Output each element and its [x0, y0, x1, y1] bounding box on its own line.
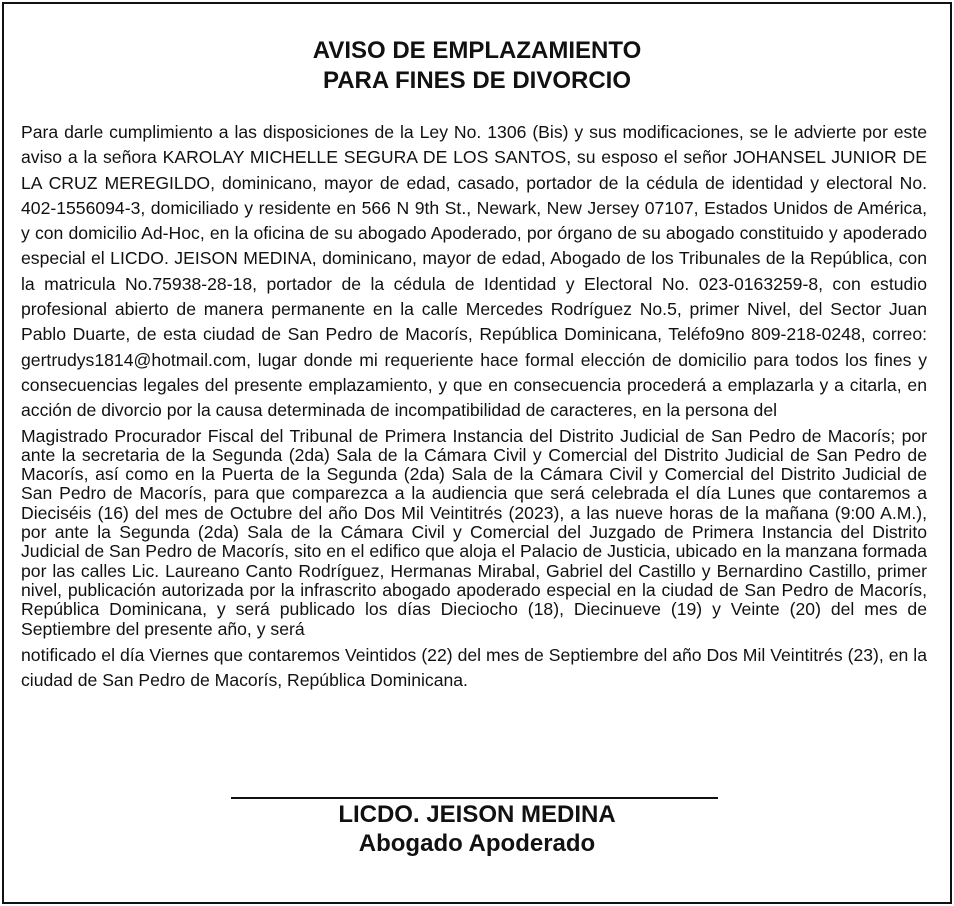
notice-body [21, 120, 927, 693]
notice-title-line-1: AVISO DE EMPLAZAMIENTO [312, 37, 642, 64]
notice-title-line-2: PARA FINES DE DIVORCIO [322, 67, 632, 94]
notice-paragraph-2: Magistrado Procurador Fiscal del Tribunal de Primera Instancia del Distrito Judicial de San Pedro de Macorís; por ante la secretaria de la Segunda (2da) Sala de la Cámara Civil y Comercial del Distrito Judicial de San Pedro de Macorís, así como en la Puerta de la Segunda (2da) Sala de la Cámara Civil y Comercial del Distrito Judicial de San Pedro de Macorís, para que comparezca a la audiencia que será celebrada el día Lunes que contaremos a Dieciséis (16) del mes de Octubre del año Dos Mil Veintitrés (2023), a las nueve horas de la mañana (9:00 A.M.), por ante la Segunda (2da) Sala de la Cámara Civil y Comercial del Juzgado de Primera Instancia del Distrito Judicial de San Pedro de Macorís, sito en el edifico que aloja el Palacio de Justicia, ubicado en la manzana formada por las calles Lic. Laureano Canto Rodríguez, Hermanas Mirabal, Gabriel del Castillo y Bernardino Castillo, primer nivel, publicación autorizada por la infrascrito abogado apoderado especial en la ciudad de San Pedro de Macorís, República Dominicana, y será publicado los días Dieciocho (18), Diecinueve (19) y Veinte (20) del mes de Septiembre del presente año, y será [21, 425, 927, 639]
notice-title [0, 36, 954, 96]
notice-paragraph-1: Para darle cumplimiento a las disposiciones de la Ley No. 1306 (Bis) y sus modificaciones, se le advierte por este aviso a la señora KAROLAY MICHELLE SEGURA DE LOS SANTOS, su esposo el señor JOHANSEL JUNIOR DE LA CRUZ MEREGILDO, dominicano, mayor de edad, casado, portador de la cédula de identidad y electoral No. 402-1556094-3, domiciliado y residente en 566 N 9th St., Newark, New Jersey 07107, Estados Unidos de América, y con domicilio Ad-Hoc, en la oficina de su abogado Apoderado, por órgano de su abogado constituido y apoderado especial el LICDO. JEISON MEDINA, dominicano, mayor de edad, Abogado de los Tribunales de la República, con la matricula No.75938-28-18, portador de la cédula de Identidad y Electoral No. 023-0163259-8, con estudio profesional abierto de manera permanente en la calle Mercedes Rodríguez No.5, primer Nivel, del Sector Juan Pablo Duarte, de esta ciudad de San Pedro de Macorís, República Dominicana, Teléfo9no 809-218-0248, correo: gertrudys1814@hotmail.com, lugar donde mi requeriente hace formal elección de domicilio para todos los fines y consecuencias legales del presente emplazamiento, y que en consecuencia procederá a emplazarla y a citarla, en acción de divorcio por la causa determinada de incompatibilidad de caracteres, en la persona del [21, 122, 927, 421]
notice-paragraph-3: notificado el día Viernes que contaremos Veintidos (22) del mes de Septiembre del año Dos Mil Veintitrés (23), en la ciudad de San Pedro de Macorís, República Dominicana. [21, 644, 927, 691]
signature-line [231, 797, 718, 799]
signature-role: Abogado Apoderado [358, 830, 596, 857]
signature-name: LICDO. JEISON MEDINA [338, 801, 616, 828]
